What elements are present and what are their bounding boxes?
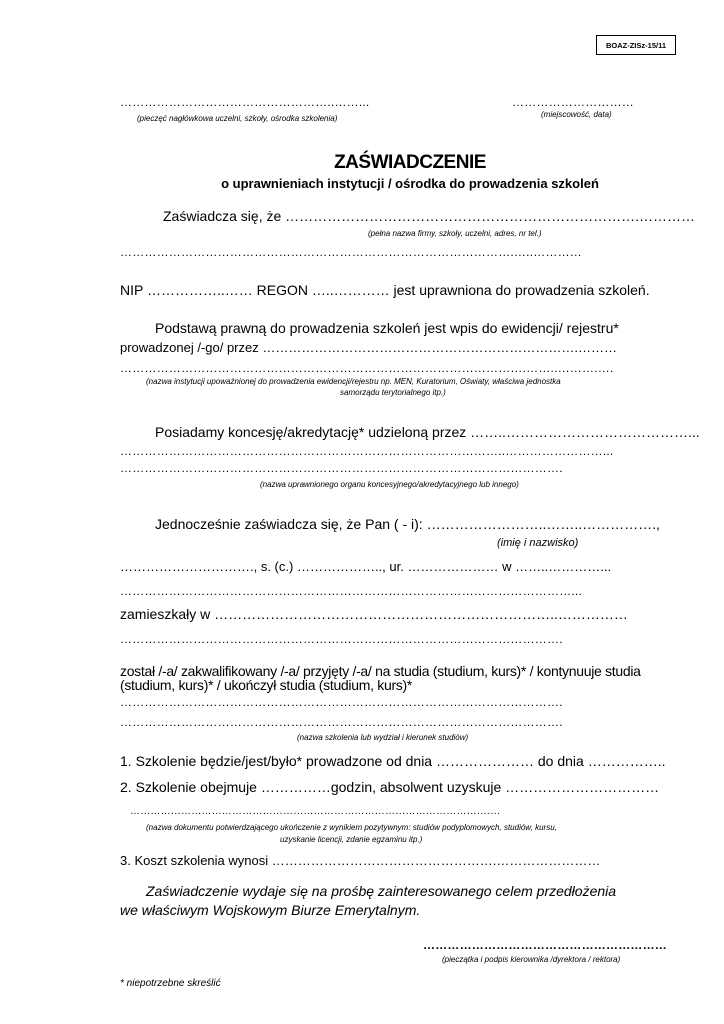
- legal-basis-line: Podstawą prawną do prowadzenia szkoleń jest wpis do ewidencji/ rejestru*: [155, 320, 619, 336]
- item-2-hours: 2. Szkolenie obejmuje ……………godzin, absolwent uzyskuje ……………………………: [120, 779, 660, 795]
- legal-basis-caption-1: (nazwa instytucji upoważnionej do prowadzenia ewidencji/rejestru np. MEN, Kuratorium, Oświaty, właściwa jednostka: [146, 377, 561, 386]
- item-2-dots: ……………………………………………………………………………………………….: [130, 806, 501, 817]
- document-subtitle: o uprawnieniach instytucji / ośrodka do prowadzenia szkoleń: [221, 176, 599, 191]
- residence-line: zamieszkały w ………………………………………………………………..……………: [120, 606, 628, 622]
- certifies-line: Zaświadcza się, że ………………………………………………………………….…………: [163, 208, 696, 224]
- qualified-line-1: został /-a/ zakwalifikowany /-a/ przyjęty /-a/ na studia (studium, kurs)* / kontynuuje studia: [120, 663, 641, 679]
- license-line: Posiadamy koncesję/akredytację* udzieloną przez ……..…………………………………...: [155, 424, 700, 440]
- seal-caption: (pieczęć nagłówkowa uczelni, szkoły, ośrodka szkolenia): [137, 114, 338, 123]
- qualified-line-2: (studium, kurs)* / ukończył studia (studium, kurs)*: [120, 677, 413, 693]
- form-code: BOAZ-ZISz-15/11: [605, 40, 666, 50]
- certifies-dots: …………………………………………………………………………………….…..…………: [120, 245, 583, 259]
- item-3-cost: 3. Koszt szkolenia wynosi …………………………………………….……………………: [120, 853, 601, 868]
- person-birth-line: …………………………., s. (c.) ……………….., ur. ………………… w ……..…………...: [120, 559, 612, 574]
- item-1-duration: 1. Szkolenie będzie/jest/było* prowadzone od dnia ………………… do dnia ……………..: [120, 753, 666, 769]
- license-caption: (nazwa uprawnionego organu koncesyjnego/akredytacyjnego lub innego): [260, 480, 519, 489]
- license-dots-2: ……………………………………………………………………………………………….: [120, 461, 563, 475]
- nip-regon-line: NIP ……………..…… REGON …..………… jest uprawniona do prowadzenia szkoleń.: [120, 282, 650, 298]
- qualified-dots-2: ……………………………………………………………………………………………….: [120, 715, 563, 729]
- certifies-caption: (pełna nazwa firmy, szkoły, uczelni, adres, nr tel.): [368, 229, 542, 238]
- qualified-caption: (nazwa szkolenia lub wydział i kierunek studiów): [297, 733, 469, 742]
- document-title: ZAŚWIADCZENIE: [334, 152, 486, 173]
- legal-basis-dots: ……………………………………………………………………………………….……..……….….: [120, 361, 614, 375]
- person-name-caption: (imię i nazwisko): [497, 537, 579, 549]
- person-line: Jednocześnie zaświadcza się, że Pan ( - i): ……………………..……..…………….,: [155, 516, 660, 532]
- person-dots: …………………………………………………………………………………………………...: [120, 584, 583, 598]
- qualified-dots-1: ……………………………………………………………………………………………….: [120, 695, 563, 709]
- footnote: * niepotrzebne skreślić: [120, 978, 221, 989]
- legal-basis-caption-2: samorządu terytorialnego itp.): [340, 388, 446, 397]
- form-code-box: [596, 35, 676, 55]
- closing-line-2: we właściwym Wojskowym Biurze Emerytalnym.: [120, 902, 421, 918]
- item-2-caption-1: (nazwa dokumentu potwierdzającego ukończenie z wynikiem pozytywnym: studiów podyplomowych, studiów, kursu,: [146, 823, 557, 832]
- license-dots-1: …………………………………………………………………………………..……………………...: [120, 444, 614, 458]
- place-date-caption: (miejscowość, data): [541, 110, 612, 119]
- item-2-caption-2: uzyskanie licencji, zdanie egzaminu itp.): [280, 835, 423, 844]
- residence-dots: ……………………………………………………………………………………………….: [120, 632, 563, 646]
- place-date-dots: …………………………: [512, 95, 634, 109]
- signature-caption: (pieczątka i podpis kierownika /dyrektora / rektora): [442, 955, 621, 964]
- closing-line-1: Zaświadczenie wydaje się na prośbę zainteresowanego celem przedłożenia: [146, 883, 617, 899]
- signature-dots: ……………………………………………………: [423, 938, 667, 952]
- seal-dots: ……………………………………………..……...: [120, 95, 370, 109]
- legal-basis-registry-line: prowadzonej /-go/ przez ……………………………………………………………….………: [120, 340, 617, 355]
